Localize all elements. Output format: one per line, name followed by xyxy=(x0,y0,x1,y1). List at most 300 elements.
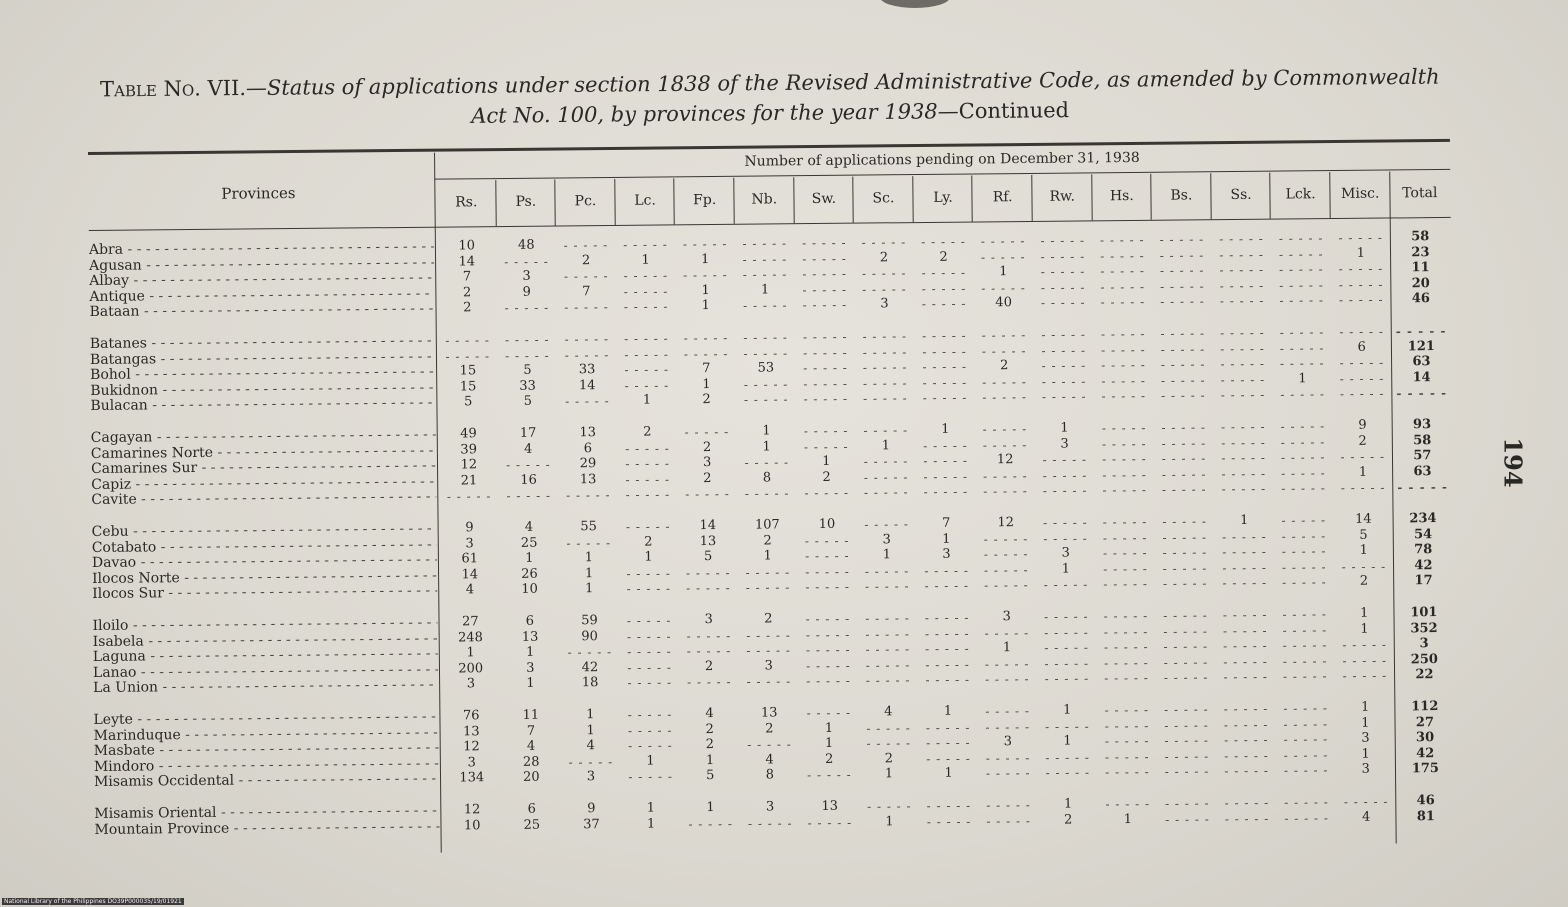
count-cell: - - - - - xyxy=(983,531,1029,547)
column-divider xyxy=(1091,174,1092,220)
count-cell: - - - - - xyxy=(1102,530,1148,545)
count-cell: 1 xyxy=(824,720,834,736)
column-divider xyxy=(733,178,734,224)
count-cell: 107 xyxy=(754,517,780,533)
count-cell: - - - - - xyxy=(1339,324,1384,339)
count-cell: 2 xyxy=(1000,358,1009,374)
count-cell: 15 xyxy=(459,363,477,379)
count-cell: 5 xyxy=(523,362,532,379)
count-cell: - - - - - xyxy=(803,345,848,360)
count-cell: - - - - - xyxy=(1282,575,1327,590)
count-cell: - - - - - xyxy=(505,348,550,363)
count-cell: 1 xyxy=(1002,640,1012,656)
count-cell: - - - - - xyxy=(1103,561,1148,577)
count-cell: 5 xyxy=(464,394,473,410)
count-cell: - - - - - xyxy=(1222,544,1267,560)
count-cell: 26 xyxy=(521,566,538,582)
count-cell: - - - - - xyxy=(504,254,549,269)
count-cell: - - - - - xyxy=(743,377,789,392)
count-cell: - - - - - xyxy=(1162,576,1208,592)
count-cell: - - - - - xyxy=(1282,622,1328,638)
count-cell: - - - - - xyxy=(1342,668,1388,684)
column-divider xyxy=(674,178,675,224)
column-header-sw: Sw. xyxy=(811,190,837,208)
total-cell: 14 xyxy=(1412,369,1431,386)
count-cell: - - - - - xyxy=(628,769,673,785)
count-cell: 4 xyxy=(765,752,774,768)
province-name: Batanes - - - xyxy=(90,333,435,352)
count-cell: 37 xyxy=(583,816,600,832)
column-divider xyxy=(1031,175,1032,221)
count-cell: 11 xyxy=(522,707,540,723)
count-cell: 4 xyxy=(705,706,714,722)
count-cell: - - - - - xyxy=(747,737,792,752)
total-cell: 58 xyxy=(1413,432,1432,448)
count-cell: - - - - - xyxy=(1163,608,1208,623)
count-cell: 29 xyxy=(579,456,597,472)
count-cell: - - - - - xyxy=(1164,764,1210,780)
column-header-rs: Rs. xyxy=(455,194,478,211)
count-cell: - - - - - xyxy=(1041,327,1086,342)
count-cell: 3 xyxy=(522,268,531,285)
count-cell: 2 xyxy=(702,392,711,408)
count-cell: 5 xyxy=(703,549,713,565)
count-cell: - - - - - xyxy=(1219,231,1264,247)
count-cell: - - - - - xyxy=(1339,371,1385,386)
count-cell: - - - - - xyxy=(1040,295,1086,311)
count-cell: 1 xyxy=(1361,746,1370,762)
count-cell: 4 xyxy=(524,519,534,535)
count-cell: - - - - - xyxy=(1283,763,1329,778)
province-name: Iloilo - - - xyxy=(92,615,437,634)
count-cell: - - - - - xyxy=(1163,639,1209,654)
count-cell: 4 xyxy=(526,738,536,755)
count-cell: 1 xyxy=(705,752,715,768)
count-cell: - - - - - xyxy=(866,799,912,814)
count-cell: 10 xyxy=(818,516,836,533)
count-cell: 1 xyxy=(1360,621,1369,637)
count-cell: 2 xyxy=(1358,433,1367,449)
count-cell: - - - - - xyxy=(1040,264,1086,280)
count-cell: - - - - - xyxy=(1102,546,1148,561)
count-cell: - - - - - xyxy=(926,814,972,829)
count-cell: - - - - - xyxy=(1340,480,1386,496)
count-cell: - - - - - xyxy=(1104,702,1150,718)
count-cell: - - - - - xyxy=(1282,669,1328,684)
count-cell: - - - - - xyxy=(744,486,790,502)
count-cell: - - - - - xyxy=(624,347,669,362)
count-cell: - - - - - xyxy=(982,390,1027,405)
count-cell: - - - - - xyxy=(1278,246,1324,262)
count-cell: - - - - - xyxy=(1040,233,1086,248)
count-cell: - - - - - xyxy=(1220,325,1265,341)
count-cell: 1 xyxy=(1063,796,1073,812)
count-cell: - - - - - xyxy=(625,472,671,487)
count-cell: - - - - - xyxy=(863,391,908,406)
count-cell: - - - - - xyxy=(1163,655,1209,670)
count-cell: 1 xyxy=(466,645,475,661)
count-cell: - - - - - xyxy=(1343,794,1389,809)
count-cell: - - - - - xyxy=(623,299,669,315)
count-cell: 17 xyxy=(519,425,537,441)
count-cell: 12 xyxy=(463,802,481,818)
count-cell: - - - - - xyxy=(985,703,1030,719)
count-cell: - - - - - xyxy=(624,331,669,346)
total-cell: 101 xyxy=(1410,605,1438,621)
count-cell: - - - - - xyxy=(1159,263,1205,278)
count-cell: 1 xyxy=(586,707,595,723)
column-header-sc: Sc. xyxy=(872,190,895,207)
count-cell: - - - - - xyxy=(862,344,908,360)
count-cell: - - - - - xyxy=(865,673,911,688)
count-cell: - - - - - xyxy=(565,394,610,409)
count-cell: - - - - - xyxy=(1280,450,1326,465)
count-cell: 1 xyxy=(586,722,595,738)
total-cell: 30 xyxy=(1415,730,1435,746)
count-cell: - - - - - xyxy=(623,284,669,299)
count-cell: 2 xyxy=(705,721,714,737)
count-cell: - - - - - xyxy=(624,362,670,378)
column-divider xyxy=(495,180,496,226)
count-cell: 13 xyxy=(821,798,839,814)
province-name: Masbate - - - xyxy=(94,740,439,759)
count-cell: 27 xyxy=(461,614,479,630)
count-cell: - - - - - xyxy=(985,719,1031,735)
count-cell: 1 xyxy=(1361,715,1370,731)
count-cell: 3 xyxy=(880,296,889,312)
count-cell: - - - - - xyxy=(922,344,967,359)
count-cell: 1 xyxy=(884,766,894,782)
count-cell: - - - - - xyxy=(1101,342,1146,357)
provinces-header: Provinces xyxy=(221,184,296,203)
count-cell: - - - - - xyxy=(688,816,733,831)
count-cell: - - - - - xyxy=(1282,653,1328,669)
count-cell: - - - - - xyxy=(924,563,969,578)
count-cell: - - - - - xyxy=(924,578,970,594)
count-cell: - - - - - xyxy=(1103,624,1149,639)
column-divider xyxy=(1150,174,1151,220)
count-cell: - - - - - xyxy=(625,456,670,472)
column-header-pc: Pc. xyxy=(574,193,597,210)
count-cell: - - - - - xyxy=(921,234,966,250)
count-cell: - - - - - xyxy=(1101,420,1147,436)
count-cell: - - - - - xyxy=(1338,230,1384,246)
count-cell: 2 xyxy=(825,751,834,767)
count-cell: - - - - - xyxy=(504,300,550,316)
count-cell: 48 xyxy=(517,237,535,253)
count-cell: 39 xyxy=(460,441,478,458)
pending-span-header: Number of applications pending on December 31, 1938 xyxy=(744,149,1140,170)
count-cell: - - - - - xyxy=(1280,387,1325,402)
count-cell: - - - - - xyxy=(1279,293,1325,308)
count-cell: 1 xyxy=(1359,542,1368,558)
count-cell: - - - - - xyxy=(805,611,851,627)
count-cell: - - - - - xyxy=(862,375,908,391)
count-cell: 1 xyxy=(702,376,711,392)
total-cell: 63 xyxy=(1412,354,1431,370)
count-cell: - - - - - xyxy=(803,376,848,391)
count-cell: - - - - - xyxy=(1162,561,1208,576)
count-cell: - - - - - xyxy=(1042,452,1088,468)
column-header-rf: Rf. xyxy=(992,189,1013,206)
province-name: La Union - - - xyxy=(93,677,438,696)
count-cell: - - - - - xyxy=(1223,732,1269,748)
count-cell: 1 xyxy=(999,264,1008,280)
count-cell: - - - - - xyxy=(626,566,671,581)
count-cell: 76 xyxy=(462,708,480,724)
count-cell: 200 xyxy=(458,661,484,677)
count-cell: - - - - - xyxy=(1223,670,1269,685)
count-cell: - - - - - xyxy=(1100,295,1146,310)
count-cell: 1 xyxy=(885,813,894,829)
count-cell: - - - - - xyxy=(984,578,1029,593)
count-cell: 1 xyxy=(641,252,650,268)
column-divider xyxy=(852,177,853,223)
count-cell: 1 xyxy=(646,800,656,816)
count-cell: 13 xyxy=(463,723,480,740)
count-cell: - - - - - xyxy=(1044,656,1090,671)
count-cell: 1 xyxy=(584,550,594,566)
total-cell: 121 xyxy=(1407,338,1435,354)
count-cell: - - - - - xyxy=(1044,640,1089,656)
count-cell: 3 xyxy=(465,535,474,551)
province-name: Davao - - - xyxy=(92,552,437,571)
column-divider xyxy=(614,179,615,225)
count-cell: - - - - - xyxy=(986,813,1031,829)
count-cell: - - - - - xyxy=(925,641,970,657)
count-cell: - - - - - xyxy=(1222,560,1267,575)
count-cell: - - - - - xyxy=(807,768,852,783)
total-cell: - - - - - xyxy=(1396,386,1448,401)
count-cell: - - - - - xyxy=(1281,544,1327,559)
count-cell: - - - - - xyxy=(446,489,492,504)
province-name: Ilocos Sur - - - xyxy=(92,583,437,602)
count-cell: 1 xyxy=(642,392,652,409)
count-cell: - - - - - xyxy=(866,736,912,751)
count-cell: - - - - - xyxy=(981,343,1027,359)
count-cell: 9 xyxy=(587,801,596,817)
count-cell: - - - - - xyxy=(1160,357,1206,372)
count-cell: 1 xyxy=(646,753,655,769)
count-cell: 1 xyxy=(1060,420,1069,436)
count-cell: - - - - - xyxy=(1103,577,1148,592)
count-cell: - - - - - xyxy=(1164,796,1210,811)
count-cell: - - - - - xyxy=(864,579,910,594)
count-cell: 2 xyxy=(703,470,712,486)
count-cell: - - - - - xyxy=(924,626,970,641)
count-cell: - - - - - xyxy=(1101,436,1147,451)
count-cell: 8 xyxy=(762,470,772,486)
count-cell: - - - - - xyxy=(1222,529,1267,544)
count-cell: - - - - - xyxy=(445,348,491,364)
count-cell: - - - - - xyxy=(1043,609,1089,624)
total-cell: - - - - - xyxy=(1395,323,1447,339)
count-cell: - - - - - xyxy=(1163,623,1208,639)
count-cell: - - - - - xyxy=(1105,796,1151,812)
count-cell: - - - - - xyxy=(1164,702,1209,717)
count-cell: - - - - - xyxy=(802,298,848,313)
count-cell: - - - - - xyxy=(686,644,732,659)
count-cell: 2 xyxy=(1359,574,1369,590)
count-cell: - - - - - xyxy=(865,626,910,642)
count-cell: - - - - - xyxy=(1282,638,1328,653)
count-cell: - - - - - xyxy=(983,468,1028,484)
total-cell: 3 xyxy=(1419,636,1429,652)
count-cell: 13 xyxy=(579,471,597,488)
count-cell: 1 xyxy=(763,548,772,564)
count-cell: - - - - - xyxy=(563,269,609,284)
count-cell: - - - - - xyxy=(922,375,968,390)
count-cell: - - - - - xyxy=(863,454,909,469)
count-cell: - - - - - xyxy=(862,360,908,375)
province-name: Cagayan - - - xyxy=(91,427,436,446)
count-cell: 1 xyxy=(824,736,834,752)
title-italic: —Status of applications under section 1838 of the Revised Administrative Code, as amended by Commonwealth Act No. 100, by provinces for the year 1938 xyxy=(245,64,1440,128)
province-name: Isabela - - - xyxy=(93,630,438,649)
count-cell: 6 xyxy=(527,801,536,817)
count-cell: 2 xyxy=(822,469,831,485)
province-name: Bohol - - - xyxy=(90,364,435,383)
count-cell: - - - - - xyxy=(747,815,793,831)
count-cell: 13 xyxy=(760,705,778,721)
count-cell: 1 xyxy=(882,547,892,563)
total-cell: 234 xyxy=(1409,511,1437,527)
count-cell: - - - - - xyxy=(806,658,851,673)
count-cell: - - - - - xyxy=(626,629,672,644)
count-cell: - - - - - xyxy=(1280,465,1326,481)
count-cell: - - - - - xyxy=(1162,514,1207,529)
total-cell: 20 xyxy=(1411,275,1430,292)
count-cell: 1 xyxy=(584,581,594,597)
total-cell: 78 xyxy=(1414,542,1433,558)
count-cell: 1 xyxy=(1063,733,1072,749)
count-cell: 4 xyxy=(465,582,475,598)
count-cell: 28 xyxy=(522,754,540,770)
column-divider xyxy=(554,180,555,226)
count-cell: - - - - - xyxy=(1340,449,1386,465)
count-cell: - - - - - xyxy=(624,378,670,393)
count-cell: - - - - - xyxy=(806,705,852,721)
column-header-ss: Ss. xyxy=(1230,186,1252,204)
count-cell: - - - - - xyxy=(1284,795,1329,810)
count-cell: 14 xyxy=(458,253,476,270)
column-divider xyxy=(1329,172,1330,218)
count-cell: 2 xyxy=(462,285,472,301)
count-cell: - - - - - xyxy=(864,517,909,532)
count-cell: 1 xyxy=(944,766,953,782)
count-cell: - - - - - xyxy=(866,720,911,736)
count-cell: - - - - - xyxy=(805,580,850,595)
column-header-ly: Ly. xyxy=(933,189,953,206)
count-cell: 7 xyxy=(582,283,591,300)
column-header-total: Total xyxy=(1402,185,1438,202)
count-cell: - - - - - xyxy=(1105,765,1150,780)
province-name: Capiz - - - xyxy=(91,473,436,492)
count-cell: 1 xyxy=(1298,371,1307,387)
count-cell: - - - - - xyxy=(921,265,967,281)
count-cell: 1 xyxy=(1360,605,1369,621)
total-cell: 17 xyxy=(1414,573,1433,589)
count-cell: - - - - - xyxy=(1278,231,1324,246)
count-cell: - - - - - xyxy=(804,533,850,548)
count-cell: - - - - - xyxy=(1099,232,1145,248)
count-cell: - - - - - xyxy=(1163,670,1209,686)
count-cell: - - - - - xyxy=(1160,341,1206,357)
count-cell: - - - - - xyxy=(1165,811,1210,827)
title-lead: Table No. VII. xyxy=(99,76,247,102)
count-cell: 10 xyxy=(521,582,538,598)
count-cell: - - - - - xyxy=(1219,294,1265,309)
count-cell: - - - - - xyxy=(1221,466,1267,481)
count-cell: 16 xyxy=(520,472,537,488)
count-cell: - - - - - xyxy=(925,657,970,672)
count-cell: 1 xyxy=(584,565,594,582)
count-cell: - - - - - xyxy=(1104,718,1150,733)
count-cell: 6 xyxy=(1357,339,1366,355)
count-cell: - - - - - xyxy=(504,332,550,348)
count-cell: - - - - - xyxy=(803,392,849,407)
count-cell: - - - - - xyxy=(865,611,910,626)
count-cell: 13 xyxy=(521,629,539,645)
count-cell: 1 xyxy=(760,282,770,298)
count-cell: 12 xyxy=(997,515,1015,531)
total-cell: 352 xyxy=(1410,620,1438,636)
count-cell: - - - - - xyxy=(807,815,853,830)
count-cell: 248 xyxy=(457,629,483,646)
count-cell: - - - - - xyxy=(805,564,850,579)
count-cell: - - - - - xyxy=(1283,716,1329,732)
province-name: Cotabato - - - xyxy=(92,536,437,555)
total-cell: 63 xyxy=(1413,463,1432,480)
count-cell: 3 xyxy=(1061,545,1070,561)
count-cell: - - - - - xyxy=(984,656,1030,672)
column-header-rw: Rw. xyxy=(1049,188,1076,205)
page-number: 194 xyxy=(1498,437,1528,488)
count-cell: - - - - - xyxy=(1103,608,1149,624)
count-cell: - - - - - xyxy=(1102,452,1147,467)
count-cell: - - - - - xyxy=(861,235,907,250)
count-cell: - - - - - xyxy=(921,296,967,312)
count-cell: 7 xyxy=(526,723,536,739)
count-cell: - - - - - xyxy=(1279,325,1325,340)
count-cell: 1 xyxy=(1061,561,1071,577)
count-cell: - - - - - xyxy=(1223,638,1268,654)
count-cell: 10 xyxy=(458,238,476,254)
count-cell: - - - - - xyxy=(683,330,729,346)
count-cell: 1 xyxy=(701,282,710,298)
count-cell: - - - - - xyxy=(1223,717,1269,732)
count-cell: 4 xyxy=(884,704,893,720)
count-cell: - - - - - xyxy=(1224,811,1270,826)
total-cell: 11 xyxy=(1411,260,1430,276)
count-cell: - - - - - xyxy=(1219,247,1264,262)
count-cell: - - - - - xyxy=(1282,607,1328,622)
count-cell: - - - - - xyxy=(1283,732,1329,747)
province-name: Leyte - - - xyxy=(93,709,438,728)
count-cell: - - - - - xyxy=(986,797,1031,813)
count-cell: - - - - - xyxy=(804,548,850,564)
count-cell: - - - - - xyxy=(742,267,788,282)
count-cell: 3 xyxy=(1060,436,1069,452)
count-cell: - - - - - xyxy=(743,345,789,361)
count-cell: - - - - - xyxy=(1159,232,1205,247)
count-cell: 2 xyxy=(764,611,773,627)
count-cell: 1 xyxy=(526,676,535,692)
count-cell: - - - - - xyxy=(802,266,847,282)
count-cell: 3 xyxy=(942,546,951,563)
count-cell: - - - - - xyxy=(1280,434,1326,450)
count-cell: - - - - - xyxy=(1222,607,1268,623)
